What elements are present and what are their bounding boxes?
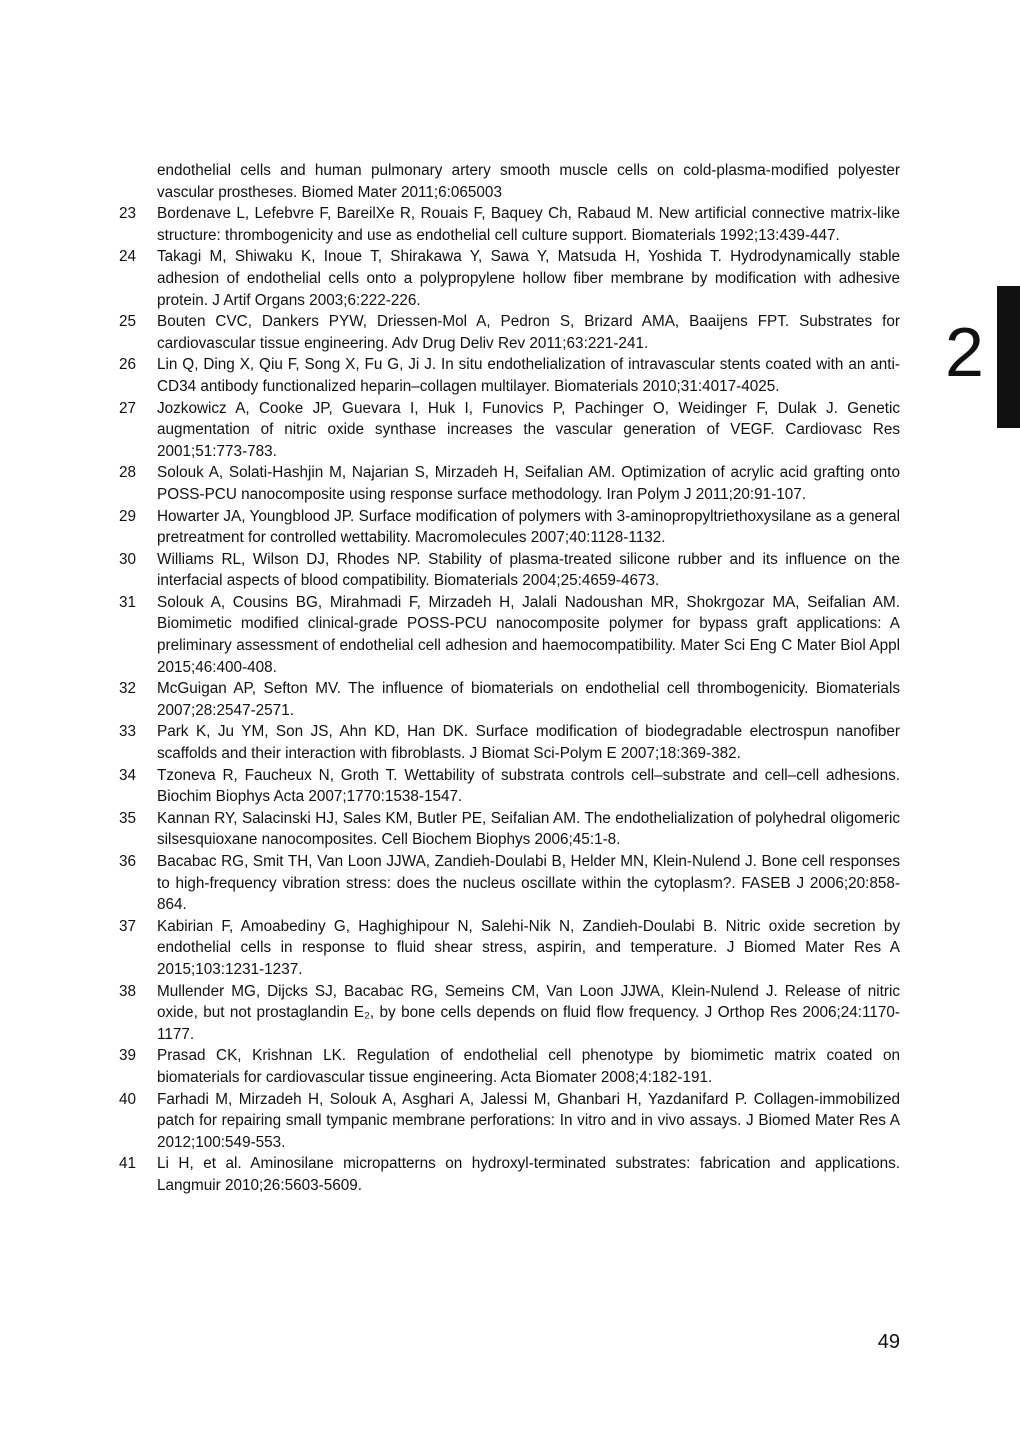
reference-item <box>0 1153 900 1196</box>
reference-number: 30 <box>119 550 137 568</box>
reference-text: Lin Q, Ding X, Qiu F, Song X, Fu G, Ji J. In situ endothelialization of intravascular stents coated with an anti-CD34 antibody functionalized heparin–collagen multilayer. Biomaterials 2010;31:4017-4025. <box>157 356 900 395</box>
reference-item <box>0 808 900 851</box>
reference-item <box>0 398 900 463</box>
reference-text: Bacabac RG, Smit TH, Van Loon JJWA, Zandieh-Doulabi B, Helder MN, Klein-Nulend J. Bone cell responses to high-frequency vibration stress: does the nucleus oscillate within the cytoplasm?. FASEB J 2006;20:858-864. <box>157 853 900 914</box>
reference-item <box>0 765 900 808</box>
reference-number: 39 <box>119 1047 137 1065</box>
reference-item <box>0 981 900 1046</box>
reference-number: 35 <box>119 809 137 827</box>
reference-item <box>0 678 900 721</box>
reference-text: Bordenave L, Lefebvre F, BareilXe R, Rouais F, Baquey Ch, Rabaud M. New artificial connective matrix-like structure: thrombogenicity and use as endothelial cell culture support. Biomaterials 1992;13:439-447. <box>157 205 900 244</box>
reference-item <box>0 246 900 311</box>
reference-text: Li H, et al. Aminosilane micropatterns on hydroxyl-terminated substrates: fabrication and applications. Langmuir 2010;26:5603-5609. <box>157 1155 900 1194</box>
reference-item <box>0 203 900 246</box>
reference-number: 36 <box>119 853 137 870</box>
reference-number: 37 <box>119 917 137 935</box>
page-number: 49 <box>877 1331 900 1353</box>
reference-number: 38 <box>119 982 137 1000</box>
reference-item <box>0 462 900 505</box>
reference-number: 26 <box>119 356 137 374</box>
reference-text: Farhadi M, Mirzadeh H, Solouk A, Asghari A, Jalessi M, Ghanbari H, Yazdanifard P. Collagen-immobilized patch for repairing small tympanic membrane perforations: In vitro and in vivo assays. J Biomed Mater Res A 2012;100:549-553. <box>157 1090 900 1151</box>
reference-item <box>0 1045 900 1088</box>
reference-number: 29 <box>119 507 137 525</box>
reference-item <box>0 592 900 678</box>
reference-text: Prasad CK, Krishnan LK. Regulation of endothelial cell phenotype by biomimetic matrix coated on biomaterials for cardiovascular tissue engineering. Acta Biomater 2008;4:182-191. <box>157 1047 900 1086</box>
reference-text: Jozkowicz A, Cooke JP, Guevara I, Huk I, Funovics P, Pachinger O, Weidinger F, Dulak J. Genetic augmentation of nitric oxide synthase increases the vascular generation of VEGF. Cardiovasc Res 2001;51:773-783. <box>157 399 900 460</box>
reference-number: 24 <box>119 248 137 266</box>
reference-text: Tzoneva R, Faucheux N, Groth T. Wettability of substrata controls cell–substrate and cell–cell adhesions. Biochim Biophys Acta 2007;1770:1538-1547. <box>157 766 900 806</box>
reference-text: Takagi M, Shiwaku K, Inoue T, Shirakawa Y, Sawa Y, Matsuda H, Yoshida T. Hydrodynamically stable adhesion of endothelial cells onto a polypropylene hollow fiber membrane by modification with adhesive protein. J Artif Organs 2003;6:222-226. <box>157 248 900 309</box>
reference-number: 32 <box>119 680 137 698</box>
reference-item <box>0 160 900 203</box>
reference-text: Williams RL, Wilson DJ, Rhodes NP. Stability of plasma-treated silicone rubber and its influence on the interfacial aspects of blood compatibility. Biomaterials 2004;25:4659-4673. <box>157 550 900 590</box>
reference-text: Kannan RY, Salacinski HJ, Sales KM, Butler PE, Seifalian AM. The endothelialization of polyhedral oligomeric silsesquioxane nanocomposites. Cell Biochem Biophys 2006;45:1-8. <box>157 809 900 849</box>
reference-text: Solouk A, Solati-Hashjin M, Najarian S, Mirzadeh H, Seifalian AM. Optimization of acrylic acid grafting onto POSS-PCU nanocomposite using response surface methodology. Iran Polym J 2011;20:91-107. <box>157 464 900 503</box>
reference-item <box>0 1089 900 1154</box>
reference-text: Kabirian F, Amoabediny G, Haghighipour N, Salehi-Nik N, Zandieh-Doulabi B. Nitric oxide secretion by endothelial cells in response to fluid shear stress, aspirin, and temperature. J Biomed Mater Res A 2015;103:1231-1237. <box>157 917 900 978</box>
reference-item <box>0 721 900 764</box>
reference-text: Park K, Ju YM, Son JS, Ahn KD, Han DK. Surface modification of biodegradable electrospun nanofiber scaffolds and their interaction with fibroblasts. J Biomat Sci-Polym E 2007;18:369-382. <box>157 723 900 763</box>
reference-text: endothelial cells and human pulmonary artery smooth muscle cells on cold-plasma-modified polyester vascular prostheses. Biomed Mater 2011;6:065003 <box>157 162 900 201</box>
reference-item <box>0 506 900 549</box>
reference-text: Solouk A, Cousins BG, Mirahmadi F, Mirzadeh H, Jalali Nadoushan MR, Shokrgozar MA, Seifalian AM. Biomimetic modified clinical-grade POSS-PCU nanocomposite polymer for bypass graft applications: A preliminary assessment of endothelial cell adhesion and haemocompatibility. Mater Sci Eng C Mater Biol Appl 2015;46:400-408. <box>157 593 900 676</box>
reference-item <box>0 311 900 354</box>
reference-number: 34 <box>119 766 137 784</box>
reference-number: 25 <box>119 313 137 331</box>
reference-number: 41 <box>119 1155 137 1173</box>
reference-item <box>0 354 900 397</box>
reference-number: 23 <box>119 205 137 223</box>
reference-text: McGuigan AP, Sefton MV. The influence of biomaterials on endothelial cell thrombogenicity. Biomaterials 2007;28:2547-2571. <box>157 680 900 719</box>
chapter-tab <box>997 286 1020 428</box>
reference-text: Howarter JA, Youngblood JP. Surface modification of polymers with 3-aminopropyltriethoxysilane as a general pretreatment for controlled wettability. Macromolecules 2007;40:1128-1132. <box>157 507 900 547</box>
reference-text: Bouten CVC, Dankers PYW, Driessen-Mol A, Pedron S, Brizard AMA, Baaijens FPT. Substrates for cardiovascular tissue engineering. Adv Drug Deliv Rev 2011;63:221-241. <box>157 313 900 352</box>
chapter-number: 2 <box>945 313 984 391</box>
reference-text: Mullender MG, Dijcks SJ, Bacabac RG, Semeins CM, Van Loon JJWA, Klein-Nulend J. Release of nitric oxide, but not prostaglandin E₂, by bone cells depends on fluid flow frequency. J Orthop Res 2006;24:1170-1177. <box>157 982 900 1043</box>
reference-number: 28 <box>119 464 137 482</box>
reference-number: 31 <box>119 593 137 611</box>
reference-list <box>0 160 1020 1197</box>
reference-item <box>0 916 900 981</box>
reference-number: 33 <box>119 723 137 741</box>
reference-number: 27 <box>119 399 137 417</box>
reference-item <box>0 851 900 916</box>
reference-item <box>0 549 900 592</box>
reference-number: 40 <box>119 1090 137 1108</box>
